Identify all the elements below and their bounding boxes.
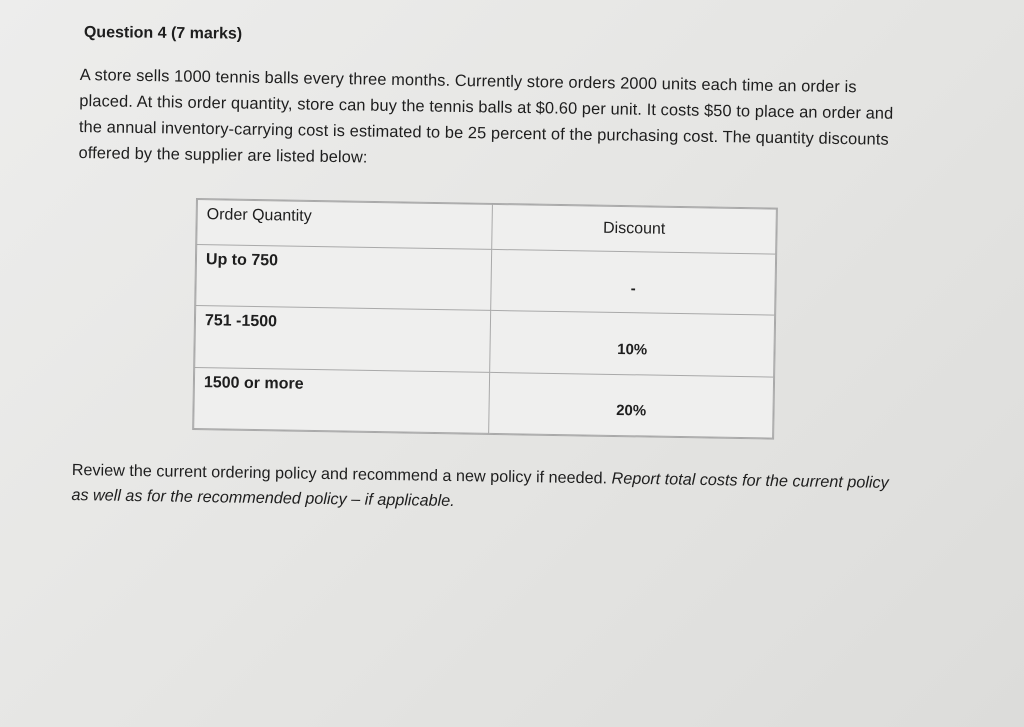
review-italic-text: Report total costs for the current policy as well as for the recommended policy – if applicable. — [71, 469, 889, 511]
row-discount: 10% — [490, 311, 775, 377]
review-plain-text: Review the current ordering policy and recommend a new policy if needed. — [71, 460, 608, 488]
row-quantity: Up to 750 — [196, 245, 492, 311]
table-row — [195, 306, 775, 377]
header-order-quantity: Order Quantity — [197, 200, 493, 250]
row-quantity: 751 -1500 — [195, 306, 491, 372]
discount-table — [192, 198, 778, 440]
table-row — [196, 245, 776, 316]
question-body: A store sells 1000 tennis balls every three months. Currently store orders 2000 units each time an order is placed. At this order quantity, store can buy the tennis balls at $0.60 per unit. It costs $50 to place an order and the annual inventory-carrying cost is estimated to be 25 percent of the purchasing cost. The quantity discounts offered by the supplier are listed below: — [78, 65, 894, 167]
row-quantity: 1500 or more — [194, 367, 490, 433]
table-row — [194, 367, 774, 438]
question-title: Question 4 (7 marks) — [83, 24, 243, 43]
review-instructions — [71, 458, 902, 521]
header-discount: Discount — [492, 204, 776, 254]
row-discount: - — [491, 250, 776, 316]
row-discount: 20% — [489, 372, 774, 438]
